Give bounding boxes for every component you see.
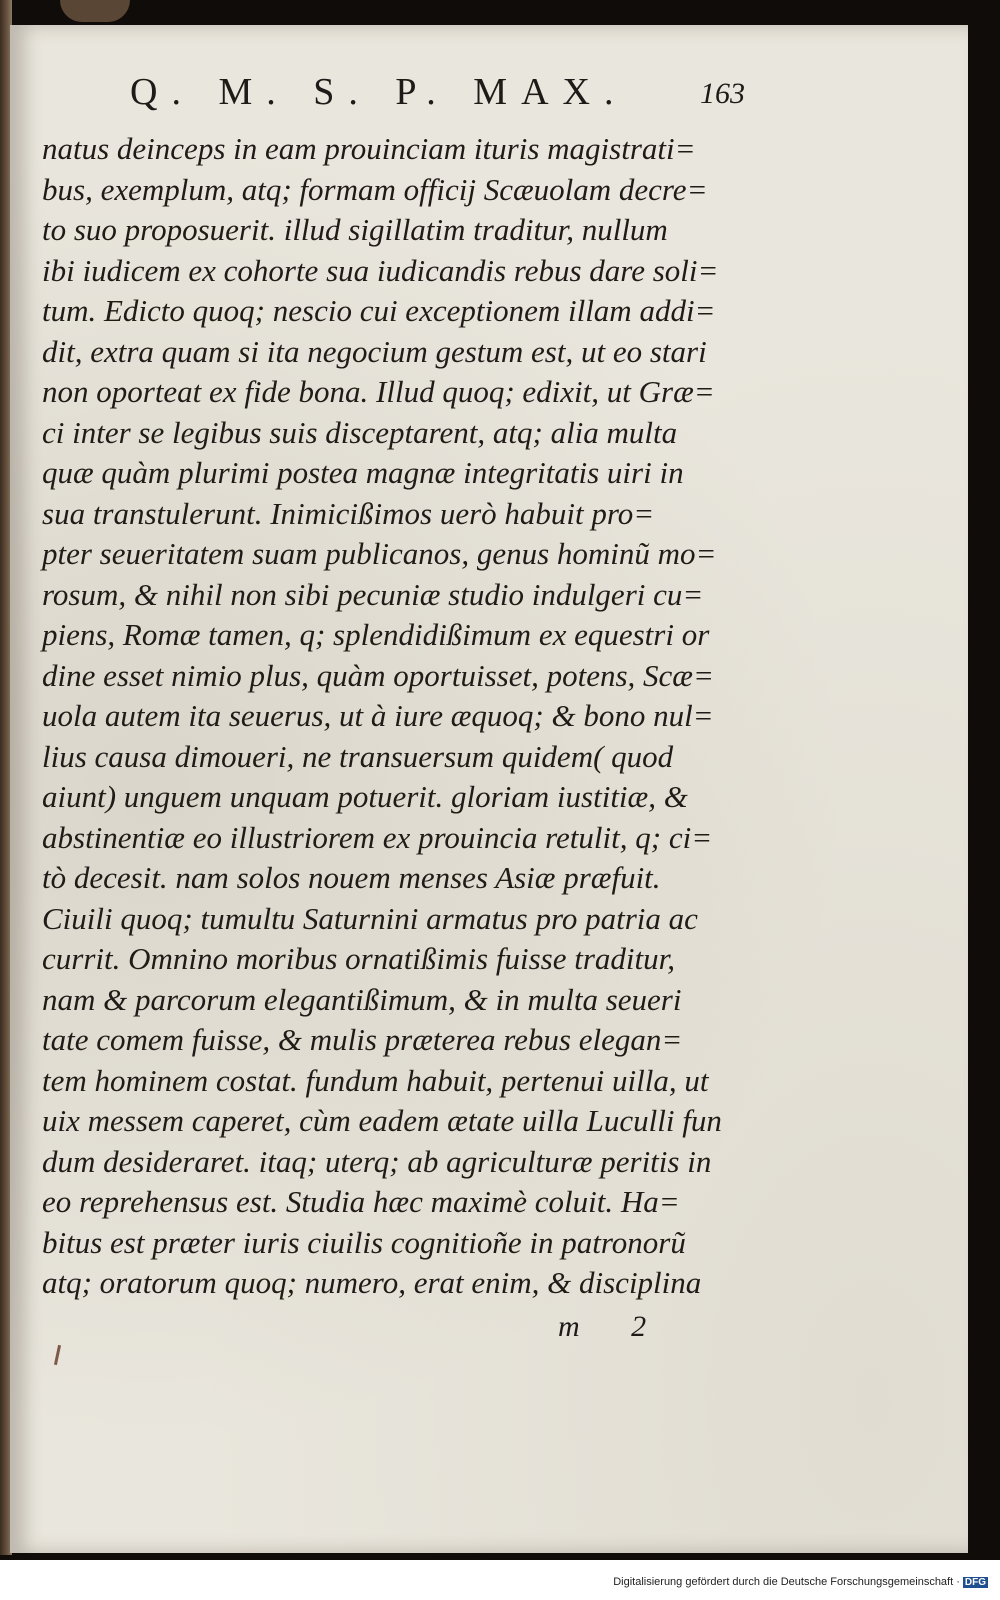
book-page (10, 25, 968, 1553)
book-cover-corner (60, 0, 130, 22)
text-line: uix messem caperet, cùm eadem ætate uilla Luculli fun (42, 1103, 722, 1138)
text-line: lius causa dimoueri, ne transuersum quidem( quod (42, 738, 674, 774)
running-head: Q. M. S. P. MAX. (130, 71, 628, 113)
text-line: quæ quàm plurimi postea magnæ integritatis uiri in (42, 455, 684, 490)
text-line: bus, exemplum, atq; formam officij Scæuolam decre= (42, 171, 708, 207)
body-text (42, 129, 742, 1304)
text-line: dine esset nimio plus, quàm oportuisset, potens, Scæ= (42, 657, 714, 693)
text-line: uola autem ita seuerus, ut à iure æquoq; & bono nul= (42, 698, 714, 733)
ink-mark (54, 1345, 61, 1365)
page-number: 163 (700, 77, 745, 110)
text-line: tem hominem costat. fundum habuit, pertenui uilla, ut (42, 1062, 709, 1098)
text-line: ci inter se legibus suis disceptarent, atq; alia multa (42, 414, 678, 450)
digitization-footer (0, 1560, 1000, 1600)
text-line: ibi iudicem ex cohorte sua iudicandis rebus dare soli= (42, 252, 719, 288)
signature-mark: m 2 (558, 1310, 669, 1343)
dfg-logo: DFG (964, 1576, 986, 1588)
text-line: natus deinceps in eam prouinciam ituris magistrati= (42, 131, 696, 166)
text-line: tate comem fuisse, & mulis præterea rebus elegan= (42, 1022, 683, 1057)
text-line: Ciuili quoq; tumultu Saturnini armatus pro patria ac (42, 900, 698, 936)
text-line: aiunt) unguem unquam potuerit. gloriam iustitiæ, & (42, 779, 688, 814)
text-line: currit. Omnino moribus ornatißimis fuisse traditur, (42, 941, 675, 976)
footer-credit-text: Digitalisierung gefördert durch die Deutsche Forschungsgemeinschaft · (613, 1576, 960, 1588)
text-line: bitus est præter iuris ciuilis cognitioñe in patronorũ (42, 1224, 686, 1260)
text-line: non oporteat ex fide bona. Illud quoq; edixit, ut Græ= (42, 374, 715, 409)
text-line: tò decesit. nam solos nouem menses Asiæ præfuit. (42, 860, 661, 895)
text-line: nam & parcorum elegantißimum, & in multa seueri (42, 981, 682, 1017)
text-line: pter seueritatem suam publicanos, genus hominũ mo= (42, 536, 717, 571)
text-line: atq; oratorum quoq; numero, erat enim, & disciplina (42, 1265, 702, 1300)
text-line: tum. Edicto quoq; nescio cui exceptionem illam addi= (42, 293, 716, 328)
footer-credit (613, 1576, 988, 1588)
text-line: eo reprehensus est. Studia hæc maximè coluit. Ha= (42, 1184, 680, 1219)
text-line: abstinentiæ eo illustriorem ex prouincia retulit, q; ci= (42, 819, 713, 855)
text-line: dum desideraret. itaq; uterq; ab agriculturæ peritis in (42, 1143, 712, 1179)
text-line: to suo proposuerit. illud sigillatim traditur, nullum (42, 212, 668, 247)
text-line: sua transtulerunt. Inimicißimos uerò habuit pro= (42, 495, 655, 531)
text-line: dit, extra quam si ita negocium gestum est, ut eo stari (42, 333, 707, 369)
text-line: piens, Romæ tamen, q; splendidißimum ex equestri or (42, 617, 710, 652)
text-line: rosum, & nihil non sibi pecuniæ studio indulgeri cu= (42, 576, 704, 612)
